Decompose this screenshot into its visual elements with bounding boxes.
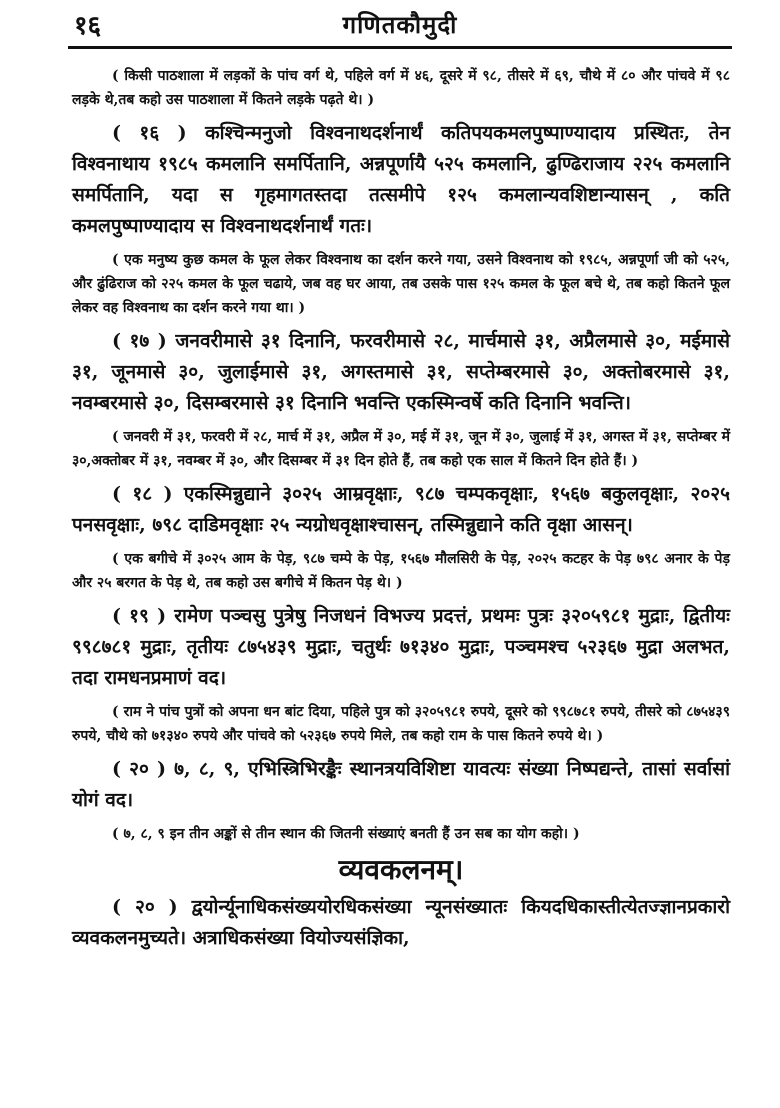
hindi-translation-19: ( राम ने पांच पुत्रों को अपना धन बांट दिया, पहिले पुत्र को ३२०५९८१ रुपये, दूसरे को ९९८७८१ रुपये, तीसरे को ८७५४३९ रुपये, चौथे को ७१३४० रुपये और पांचवे को ५२३६७ रुपये मिले, तब कहो राम के पास कितने रुपये थे। ) — [72, 704, 730, 744]
hindi-translation-20: ( ७, ८, ९ इन तीन अङ्कों से तीन स्थान की जितनी संख्याएं बनती हैं उन सब का योग कहो। ) — [112, 826, 580, 842]
page-content — [72, 64, 730, 960]
page-header — [70, 6, 730, 42]
header-rule — [68, 46, 732, 49]
running-title: गणितकौमुदी — [342, 10, 458, 39]
sanskrit-problem-20: ( २० ) ७, ८, ९, एभिस्त्रिभिरङ्कैः स्थानत्रयविशिष्टा यावत्यः संख्या निष्पद्यन्ते, तासां सर्वासां योगं वद। — [72, 758, 730, 811]
section-heading: व्यवकलनम्। — [338, 853, 464, 886]
hindi-translation-18: ( एक बगीचे में ३०२५ आम के पेड़, ९८७ चम्पे के पेड़, १५६७ मौलसिरी के पेड़, २०२५ कटहर के पेड़ ७९८ अनार के पेड़ और २५ बरगत के पेड़ थे, तब कहो उस बगीचे में कितन पेड़ थे। ) — [72, 551, 730, 591]
sanskrit-problem-19: ( १९ ) रामेण पञ्चसु पुत्रेषु निजधनं विभज्य प्रदत्तं, प्रथमः पुत्रः ३२०५९८१ मुद्राः, द्वितीयः ९९८७८१ मुद्राः, तृतीयः ८७५४३९ मुद्राः, चतुर्थः ७१३४० मुद्राः, पञ्चमश्च ५२३६७ मुद्रा अलभत, तदा रामधनप्रमाणं वद। — [72, 605, 730, 689]
hindi-translation-17: ( जनवरी में ३१, फरवरी में २८, मार्च में ३१, अप्रैल में ३०, मई में ३१, जून में ३०, जुलाई में ३१, अगस्त में ३१, सप्तेम्बर में ३०,अक्तोबर में ३१, नवम्बर में ३०, और दिसम्बर में ३१ दिन होते हैं, तब कहो एक साल में कितने दिन होते हैं। ) — [72, 429, 730, 469]
hindi-translation-16: ( एक मनुष्य कुछ कमल के फूल लेकर विश्वनाथ का दर्शन करने गया, उसने विश्वनाथ को १९८५, अन्नपूर्णा जी को ५२५, और ढुंढिराज को २२५ कमल के फूल चढाये, जब वह घर आया, तब उसके पास १२५ कमल के फूल बचे थे, तब कहो कितने फूल लेकर वह विश्वनाथ का दर्शन करने गया था। ) — [72, 252, 730, 316]
hindi-translation-15: ( किसी पाठशाला में लड़कों के पांच वर्ग थे, पहिले वर्ग में ४६, दूसरे में ९८, तीसरे में ६९, चौथे में ८० और पांचवे में ९८ लड़के थे,तब कहो उस पाठशाला में कितने लड़के पढ़ते थे। ) — [72, 68, 730, 108]
sanskrit-problem-18: ( १८ ) एकस्मिन्नुद्याने ३०२५ आम्रवृक्षाः, ९८७ चम्पकवृक्षाः, १५६७ बकुलवृक्षाः, २०२५ पनसवृक्षाः, ७९८ दाडिमवृक्षाः २५ न्यग्रोधवृक्षाश्चासन्, तस्मिन्नुद्याने कति वृक्षा आसन्। — [72, 483, 730, 536]
sanskrit-problem-16: ( १६ ) कश्चिन्मनुजो विश्वनाथदर्शनार्थं कतिपयकमलपुष्पाण्यादाय प्रस्थितः, तेन विश्वनाथाय १९८५ कमलानि समर्पितानि, अन्नपूर्णायै ५२५ कमलानि, ढुण्ढिराजाय २२५ कमलानि समर्पितानि, यदा स गृहमागतस्तदा तत्समीपे १२५ कमलान्यवशिष्टान्यासन् , कति कमलपुष्पाण्यादाय स विश्वनाथदर्शनार्थं गतः। — [72, 122, 730, 237]
sanskrit-definition-20: ( २० ) द्वयोर्न्यूनाधिकसंख्ययोरधिकसंख्या न्यूनसंख्यातः कियदधिकास्तीत्येतज्ज्ञानप्रकारो व्यवकलनमुच्यते। अत्राधिकसंख्या वियोज्यसंज्ञिका, — [72, 896, 730, 949]
page-number: १६ — [74, 11, 102, 41]
sanskrit-problem-17: ( १७ ) जनवरीमासे ३१ दिनानि, फरवरीमासे २८, मार्चमासे ३१, अप्रैलमासे ३०, मईमासे ३१, जूनमासे ३०, जुलाईमासे ३१, अगस्तमासे ३१, सप्तेम्बरमासे ३०, अक्तोबरमासे ३१, नवम्बरमासे ३०, दिसम्बरमासे ३१ दिनानि भवन्ति एकस्मिन्वर्षे कति दिनानि भवन्ति। — [72, 330, 730, 414]
